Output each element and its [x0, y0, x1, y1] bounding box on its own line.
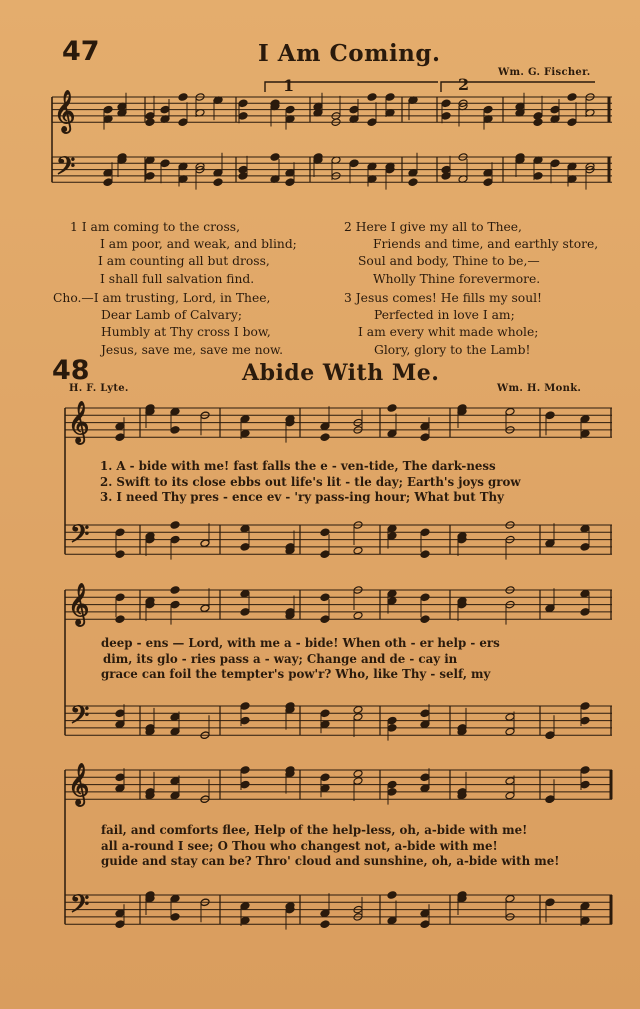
notehead — [580, 702, 590, 711]
notehead — [420, 720, 430, 729]
bass-clef-icon: 𝄢 — [70, 890, 90, 925]
notehead — [545, 898, 555, 907]
notehead — [238, 112, 248, 121]
notehead — [320, 920, 330, 929]
notehead — [285, 105, 295, 114]
notehead — [353, 777, 363, 786]
notehead — [213, 178, 223, 187]
notehead — [320, 433, 330, 442]
notehead — [367, 93, 377, 102]
hymn-48-author: H. F. Lyte. — [69, 383, 129, 394]
notehead — [483, 105, 493, 114]
notehead — [115, 528, 125, 537]
notehead — [387, 724, 397, 733]
notehead — [320, 909, 330, 918]
hymn-48-lyrics-system-3: fail, and comforts flee, Help of the help-less, oh, a-bide with me! all a-round I see; O Thou who changest not, a-bide with me! guide and stay can be? Thro' cloud and sunshine, oh, a-bide with me! — [101, 823, 560, 868]
notehead — [320, 422, 330, 431]
notehead — [320, 615, 330, 624]
hymn-47-verse-2: 2 Here I give my all to Thee, Friends and time, and earthly store, Soul and body, Thine to be,— Wholly Thine forevermore. — [344, 220, 599, 286]
notehead — [178, 118, 188, 127]
notehead — [240, 766, 250, 775]
notehead — [387, 597, 397, 606]
notehead — [145, 118, 155, 127]
notehead — [115, 615, 125, 624]
notehead — [387, 891, 397, 900]
notehead — [420, 593, 430, 602]
notehead — [420, 709, 430, 718]
notehead — [115, 909, 125, 918]
bass-clef-icon: 𝄢 — [56, 152, 76, 187]
notehead — [387, 404, 397, 413]
hymn-48-composer: Wm. H. Monk. — [497, 383, 582, 394]
treble-clef-icon: 𝄞 — [68, 402, 90, 443]
hymn-47-chorus: Cho.—I am trusting, Lord, in Thee, Dear Lamb of Calvary; Humbly at Thy cross I bow, Jesus, save me, save me now. — [53, 291, 284, 357]
notehead — [505, 894, 515, 903]
notehead — [170, 894, 180, 903]
notehead — [545, 411, 555, 420]
notehead — [240, 702, 250, 711]
notehead — [103, 105, 113, 114]
notehead — [320, 593, 330, 602]
notehead — [545, 731, 555, 740]
notehead — [387, 429, 397, 438]
notehead — [567, 93, 577, 102]
notehead — [483, 178, 493, 187]
notehead — [320, 550, 330, 559]
notehead — [103, 178, 113, 187]
notehead — [170, 521, 180, 530]
notehead — [545, 539, 555, 548]
notehead — [505, 407, 515, 416]
notehead — [320, 784, 330, 793]
notehead — [115, 720, 125, 729]
notehead — [550, 159, 560, 168]
notehead — [353, 611, 363, 620]
notehead — [115, 422, 125, 431]
notehead — [420, 784, 430, 793]
notehead — [115, 593, 125, 602]
notehead — [115, 784, 125, 793]
notehead — [387, 788, 397, 797]
notehead — [420, 615, 430, 624]
notehead — [550, 105, 560, 114]
notehead — [420, 528, 430, 537]
notehead — [580, 766, 590, 775]
notehead — [349, 105, 359, 114]
notehead — [145, 172, 155, 181]
notehead — [160, 105, 170, 114]
notehead — [115, 920, 125, 929]
hymn-48-lyrics-system-1: 1. A - bide with me! fast falls the e - ven-tide, The dark-ness 2. Swift to its close ebbs out life's lit - tle day; Earth's joys grow 3. I need Thy pres - ence ev - 'ry pass-ing hour; What but Thy — [100, 459, 521, 504]
notehead — [240, 902, 250, 911]
notehead — [580, 608, 590, 617]
hymn-48-lyrics-system-2: deep - ens — Lord, with me a - bide! When oth - er help - ers dim, its glo - ries pass a - way; Change and de - cay in grace can foil the tempter's pow'r? Who, like Thy - self, my — [101, 636, 500, 681]
notehead — [387, 589, 397, 598]
notehead — [580, 780, 590, 789]
notehead — [387, 916, 397, 925]
notehead — [387, 780, 397, 789]
notehead — [200, 539, 210, 548]
notehead — [320, 720, 330, 729]
notehead — [367, 118, 377, 127]
notehead — [408, 178, 418, 187]
notehead — [240, 916, 250, 925]
notehead — [505, 791, 515, 800]
notehead — [580, 543, 590, 552]
notehead — [270, 153, 280, 162]
hymn-48-number: 48 — [52, 355, 90, 386]
notehead — [349, 159, 359, 168]
notehead — [240, 543, 250, 552]
notehead — [170, 727, 180, 736]
hymn-47-composer: Wm. G. Fischer. — [498, 67, 591, 78]
notehead — [420, 920, 430, 929]
hymn-47-verse-1: 1 I am coming to the cross, I am poor, and weak, and blind; I am counting all but dross, I shall full salvation find. — [70, 220, 297, 286]
notehead — [580, 589, 590, 598]
notehead — [580, 902, 590, 911]
notehead — [170, 713, 180, 722]
notehead — [160, 159, 170, 168]
notehead — [115, 709, 125, 718]
notehead — [178, 93, 188, 102]
notehead — [420, 422, 430, 431]
notehead — [533, 118, 543, 127]
notehead — [200, 604, 210, 613]
notehead — [170, 407, 180, 416]
notehead — [170, 777, 180, 786]
notehead — [441, 112, 451, 121]
bass-clef-icon: 𝄢 — [70, 520, 90, 555]
notehead — [353, 769, 363, 778]
second-ending-label: 2 — [458, 75, 470, 94]
notehead — [580, 524, 590, 533]
notehead — [505, 777, 515, 786]
notehead — [580, 716, 590, 725]
notehead — [353, 713, 363, 722]
notehead — [170, 791, 180, 800]
notehead — [240, 608, 250, 617]
notehead — [580, 415, 590, 424]
notehead — [115, 550, 125, 559]
notehead — [170, 913, 180, 922]
notehead — [580, 916, 590, 925]
notehead — [320, 773, 330, 782]
treble-clef-icon: 𝄞 — [54, 91, 76, 132]
notehead — [240, 716, 250, 725]
hymn-47-number: 47 — [62, 36, 100, 67]
notehead — [533, 172, 543, 181]
notehead — [170, 535, 180, 544]
notehead — [580, 429, 590, 438]
notehead — [441, 99, 451, 108]
notehead — [387, 524, 397, 533]
notehead — [387, 532, 397, 541]
notehead — [115, 773, 125, 782]
notehead — [238, 165, 248, 174]
notehead — [320, 528, 330, 537]
hymn-47-verse-3: 3 Jesus comes! He fills my soul! Perfected in love I am; I am every whit made whole; Glory, glory to the Lamb! — [344, 291, 542, 357]
notehead — [170, 426, 180, 435]
notehead — [505, 727, 515, 736]
notehead — [505, 713, 515, 722]
notehead — [545, 604, 555, 613]
notehead — [353, 705, 363, 714]
notehead — [353, 546, 363, 555]
notehead — [285, 178, 295, 187]
notehead — [420, 909, 430, 918]
notehead — [441, 165, 451, 174]
notehead — [387, 716, 397, 725]
notehead — [115, 433, 125, 442]
notehead — [170, 586, 180, 595]
notehead — [420, 550, 430, 559]
notehead — [170, 600, 180, 609]
hymn-48-title: Abide With Me. — [242, 360, 440, 386]
notehead — [240, 589, 250, 598]
notehead — [545, 795, 555, 804]
hymn-47-title: I Am Coming. — [258, 40, 441, 67]
notehead — [385, 93, 395, 102]
bass-clef-icon: 𝄢 — [70, 701, 90, 736]
notehead — [240, 415, 250, 424]
treble-clef-icon: 𝄞 — [68, 764, 90, 805]
notehead — [420, 773, 430, 782]
notehead — [238, 99, 248, 108]
notehead — [240, 780, 250, 789]
treble-clef-icon: 𝄞 — [68, 584, 90, 625]
notehead — [240, 429, 250, 438]
first-ending-label: 1 — [283, 76, 295, 95]
notehead — [320, 709, 330, 718]
notehead — [420, 433, 430, 442]
notehead — [240, 524, 250, 533]
notehead — [567, 118, 577, 127]
